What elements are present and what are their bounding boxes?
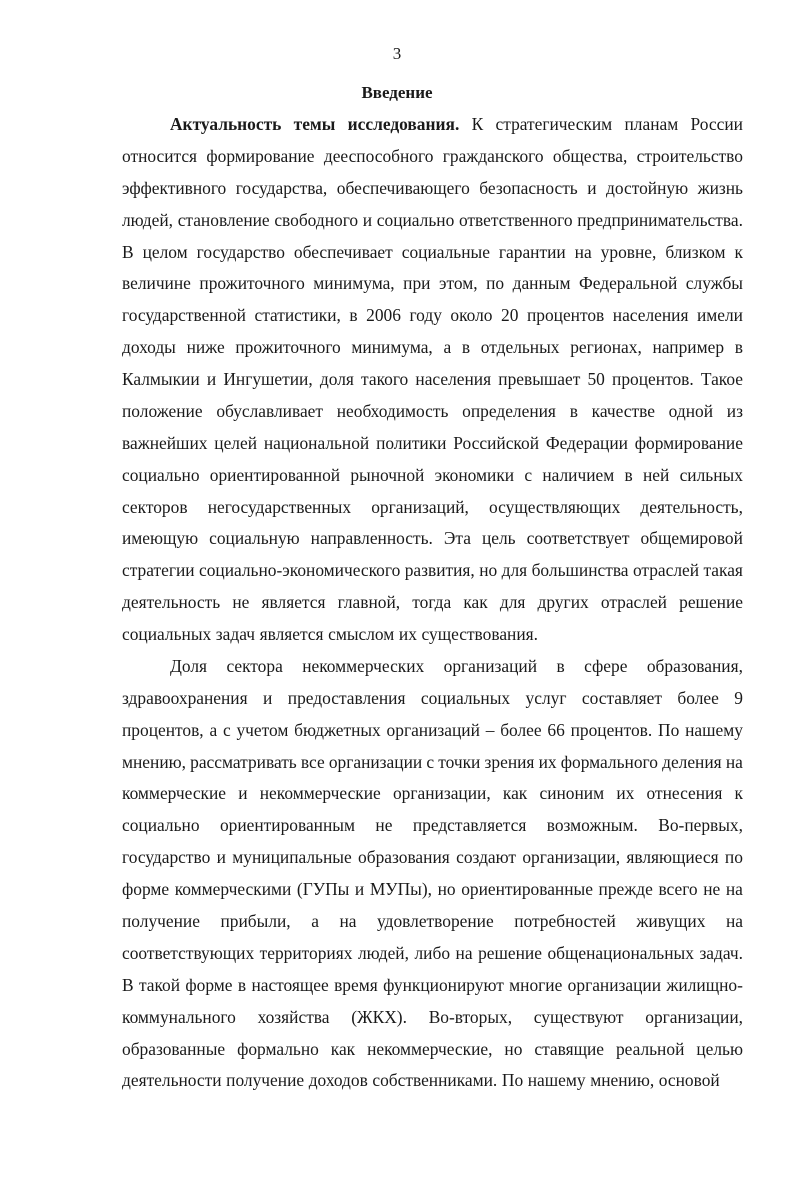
word: является	[259, 624, 324, 645]
word: на	[339, 911, 357, 931]
word: для	[499, 592, 526, 613]
word: формально	[237, 1038, 319, 1059]
word: но	[504, 1038, 523, 1059]
section-title: Введение	[361, 83, 433, 102]
word: такая	[703, 560, 743, 581]
text-line	[122, 847, 743, 879]
word: но	[437, 879, 456, 900]
word: многие	[509, 974, 563, 995]
text-line	[122, 943, 743, 975]
word: имели	[696, 305, 743, 326]
word: на	[725, 911, 743, 931]
word: и	[216, 847, 226, 868]
word: в	[734, 337, 743, 358]
word: одной	[668, 400, 714, 421]
word: организации,	[645, 1006, 743, 1027]
text-line	[122, 975, 743, 1007]
word: предпринимательства.	[577, 209, 743, 230]
word: Федеральной	[579, 273, 678, 294]
word: стратегическим	[495, 114, 613, 134]
word: дееспособного	[323, 145, 434, 166]
word: наличием	[542, 464, 615, 485]
word: синоним	[539, 783, 605, 804]
word: задач	[215, 624, 256, 645]
word: реальной	[615, 1038, 685, 1059]
word: как	[463, 592, 488, 613]
word: здравоохранения	[122, 687, 248, 708]
word: государственной	[122, 305, 246, 326]
text-line	[122, 433, 743, 465]
word: доходы	[122, 337, 176, 358]
word: негосударственных	[207, 496, 352, 517]
word: Федерации	[545, 432, 628, 453]
text-line	[122, 720, 743, 752]
word: нашему	[685, 719, 743, 740]
word: По	[658, 719, 680, 740]
word: такой	[138, 974, 181, 995]
word: с	[426, 751, 435, 772]
word: получение	[226, 1070, 305, 1091]
word: такого	[361, 369, 409, 390]
word: коммерческие	[122, 783, 227, 804]
word: бюджетных	[294, 719, 381, 740]
word: в	[624, 464, 633, 485]
word: создают	[456, 847, 516, 868]
word: социальных	[122, 624, 212, 645]
word: их	[398, 624, 417, 645]
word: возможным.	[546, 815, 638, 836]
word: Актуальность	[170, 114, 282, 134]
word: статистики,	[254, 305, 341, 326]
word: некоммерческие	[259, 783, 381, 804]
word: учетом	[236, 719, 289, 740]
word: уровне,	[600, 241, 657, 262]
word: процентов.	[570, 719, 653, 740]
word: социально	[376, 209, 455, 230]
word: и	[362, 209, 373, 230]
word: государство	[196, 241, 285, 262]
word: решение	[478, 942, 542, 963]
text-line	[122, 1039, 743, 1071]
word: время	[334, 974, 378, 995]
word: не	[703, 879, 721, 900]
text-line	[122, 752, 743, 784]
word: процентов,	[122, 719, 204, 740]
word: а	[209, 719, 218, 740]
word: людей,	[357, 942, 409, 963]
word: и	[587, 177, 597, 198]
word: государства,	[235, 177, 328, 198]
word: социальные	[401, 241, 490, 262]
word: отраслей	[600, 592, 667, 613]
word: в	[237, 974, 247, 995]
word: ниже	[186, 337, 225, 358]
word: обеспечивает	[293, 241, 393, 262]
word: точки	[438, 751, 481, 772]
word: определения	[462, 400, 556, 421]
word: прежде	[598, 879, 653, 900]
word: соответствует	[526, 528, 630, 549]
word: Ингушетии,	[223, 369, 313, 390]
word: а	[443, 337, 452, 358]
word: доля	[319, 369, 354, 390]
word: свободного	[274, 209, 359, 230]
word: но	[479, 560, 498, 581]
word: превышает	[498, 369, 581, 390]
word: безопасность	[479, 177, 578, 198]
word: ответственного	[458, 209, 573, 230]
word: минимума,	[313, 273, 395, 294]
word: сектора	[226, 655, 283, 676]
word: рыночной	[350, 464, 425, 485]
word: предоставления	[287, 687, 406, 708]
word: около	[450, 305, 493, 326]
text-line	[122, 624, 743, 656]
word: цель	[481, 528, 516, 549]
word: большинства	[531, 560, 629, 581]
word: В	[122, 241, 134, 262]
word: существуют	[533, 1006, 624, 1027]
word: при	[403, 273, 431, 294]
word: 66	[547, 719, 565, 740]
word: организации,	[522, 847, 621, 868]
word: темы	[293, 114, 336, 134]
word: осуществляющих	[489, 496, 621, 517]
word: либо	[414, 942, 451, 963]
word: общемировой	[640, 528, 743, 549]
word: организации	[328, 751, 423, 772]
word: и	[206, 369, 217, 390]
word: сильных	[679, 464, 743, 485]
word: населения	[415, 369, 492, 390]
word: году	[409, 305, 442, 326]
word: В	[122, 974, 134, 995]
word: и	[263, 687, 273, 708]
word: в	[461, 337, 471, 358]
word: строительство	[636, 145, 743, 166]
text-line	[122, 273, 743, 305]
text-line	[122, 1007, 743, 1039]
word: близком	[665, 241, 726, 262]
word: стратегии	[122, 560, 195, 581]
word: по	[486, 273, 505, 294]
text-line	[122, 688, 743, 720]
word: все	[300, 751, 325, 772]
word: обеспечивающего	[336, 177, 470, 198]
word: планам	[624, 114, 679, 134]
word: России	[690, 114, 743, 134]
word: национальной	[263, 432, 370, 453]
word: муниципальные	[232, 847, 352, 868]
word: обуславливает	[216, 400, 323, 421]
word: получение	[122, 911, 200, 931]
word: отдельных	[480, 337, 560, 358]
word: Во-первых,	[658, 815, 743, 836]
word: на	[725, 751, 743, 772]
word: в	[349, 305, 358, 326]
word: по	[724, 847, 743, 868]
word: гражданского	[442, 145, 544, 166]
word: ориентированной	[209, 464, 341, 485]
word: МУПы),	[369, 879, 432, 900]
word: живущих	[636, 911, 706, 931]
text-line	[122, 465, 743, 497]
word: а	[311, 911, 319, 931]
word: более	[677, 687, 719, 708]
word: Эта	[443, 528, 471, 549]
word: целью	[696, 1038, 743, 1059]
word: минимума,	[351, 337, 433, 358]
text-line	[122, 305, 743, 337]
word: государство	[122, 847, 211, 868]
text-line	[122, 1070, 743, 1102]
word: нашему	[527, 1070, 586, 1091]
word: экономики	[434, 464, 515, 485]
word: образования	[358, 847, 450, 868]
word: с	[524, 464, 533, 485]
word: зрения	[484, 751, 535, 772]
word: формального	[560, 751, 658, 772]
word: образованные	[122, 1038, 226, 1059]
word: хозяйства	[257, 1006, 330, 1027]
word: услуг	[525, 687, 567, 708]
word: на	[574, 241, 592, 262]
word: некоммерческие,	[367, 1038, 493, 1059]
word: является	[261, 592, 326, 613]
word: деятельности	[122, 1070, 222, 1091]
word: (ГУПы	[296, 879, 350, 900]
word: организаций	[386, 719, 480, 740]
word: мнению,	[590, 1070, 655, 1091]
word: прожиточного	[199, 273, 305, 294]
text-line	[122, 560, 743, 592]
word: Российской	[453, 432, 540, 453]
word: Калмыкии	[122, 369, 200, 390]
word: являющиеся	[626, 847, 719, 868]
word: решение	[679, 592, 743, 613]
word: отраслей	[632, 560, 700, 581]
word: –	[485, 719, 495, 740]
word: деятельность,	[640, 496, 743, 517]
word: эффективного	[122, 177, 227, 198]
word: процентов.	[612, 369, 694, 390]
word: в	[569, 400, 578, 421]
word: тогда	[412, 592, 452, 613]
word: (ЖКХ).	[351, 1006, 407, 1027]
word: функционируют	[383, 974, 504, 995]
text-line	[122, 369, 743, 401]
word: форме	[185, 974, 233, 995]
text-line	[122, 146, 743, 178]
word: ориентированным	[219, 815, 355, 836]
text-line	[122, 178, 743, 210]
word: других	[537, 592, 589, 613]
word: жизнь	[697, 177, 743, 198]
word: доходов	[308, 1070, 368, 1091]
text-line	[170, 114, 743, 146]
word: 9	[734, 687, 743, 708]
word: социально-экономического	[198, 560, 401, 581]
text-line	[122, 911, 743, 943]
word: деления	[662, 751, 722, 772]
word: их	[616, 783, 635, 804]
word: достойную	[606, 177, 689, 198]
word: организации	[567, 974, 662, 995]
word: организации,	[392, 783, 491, 804]
word: политики	[376, 432, 447, 453]
word: коммерческими	[174, 879, 292, 900]
word: например	[652, 337, 725, 358]
word: составляет	[581, 687, 662, 708]
text-line	[122, 592, 743, 624]
word: К	[471, 114, 484, 134]
text-line	[122, 401, 743, 433]
word: организаций,	[371, 496, 469, 517]
word: и	[354, 879, 365, 900]
text-line	[122, 879, 743, 911]
word: регионах,	[570, 337, 642, 358]
word: ориентированные	[461, 879, 593, 900]
word: основой	[658, 1070, 720, 1091]
word: на	[725, 879, 743, 900]
word: к	[734, 241, 743, 262]
word: рассматривать	[190, 751, 297, 772]
word: общенациональных	[547, 942, 694, 963]
word: общества,	[552, 145, 628, 166]
word: целей	[214, 432, 257, 453]
word: величине	[122, 273, 191, 294]
word: коммунального	[122, 1006, 236, 1027]
word: жилищно-	[666, 974, 743, 995]
word: и	[238, 783, 248, 804]
word: к	[734, 783, 743, 804]
text-line	[122, 210, 743, 242]
text-line	[122, 242, 743, 274]
word: потребностей	[514, 911, 616, 931]
word: прожиточного	[235, 337, 341, 358]
word: социально	[122, 464, 200, 485]
word: По	[501, 1070, 524, 1091]
word: социальных	[420, 687, 511, 708]
word: 50	[587, 369, 605, 390]
word: формирование	[634, 432, 743, 453]
word: не	[232, 592, 250, 613]
word: задач.	[699, 942, 743, 963]
word: Такое	[700, 369, 743, 390]
word: всего	[658, 879, 698, 900]
word: как	[330, 1038, 356, 1059]
text-line	[122, 337, 743, 369]
text-line	[122, 815, 743, 847]
word: не	[375, 815, 393, 836]
word: собственниками.	[372, 1070, 498, 1091]
text-line	[122, 528, 743, 560]
word: удовлетворение	[377, 911, 494, 931]
text-line	[122, 497, 743, 529]
word: направленность.	[310, 528, 433, 549]
word: образования,	[646, 655, 743, 676]
word: процентов	[526, 305, 605, 326]
word: 20	[501, 305, 519, 326]
word: прибыли,	[220, 911, 291, 931]
word: формирование	[206, 145, 315, 166]
word: для	[501, 560, 528, 581]
page-number: 3	[392, 44, 402, 63]
word: ставящие	[534, 1038, 605, 1059]
word: людей,	[122, 209, 174, 230]
word: как	[502, 783, 528, 804]
word: форме	[122, 879, 170, 900]
word: 2006	[366, 305, 401, 326]
word: их	[538, 751, 557, 772]
word: населения	[612, 305, 689, 326]
word: в	[556, 655, 565, 676]
word: целом	[142, 241, 188, 262]
word: с	[222, 719, 231, 740]
word: существования.	[421, 624, 539, 645]
word: данным	[512, 273, 571, 294]
word: важнейших	[122, 432, 208, 453]
word: качестве	[591, 400, 655, 421]
word: имеющую	[122, 528, 199, 549]
text-line	[170, 656, 743, 688]
word: этом,	[439, 273, 478, 294]
word: территориях	[259, 942, 353, 963]
word: из	[726, 400, 743, 421]
word: положение	[122, 400, 203, 421]
word: сфере	[584, 655, 628, 676]
word: смыслом	[328, 624, 395, 645]
word: главной,	[337, 592, 401, 613]
word: ней	[642, 464, 670, 485]
word: секторов	[122, 496, 188, 517]
word: Доля	[170, 655, 208, 676]
word: деятельность	[122, 592, 221, 613]
word: необходимость	[336, 400, 449, 421]
word: отнесения	[646, 783, 723, 804]
word: исследования.	[347, 114, 460, 134]
word: гарантии	[498, 241, 566, 262]
word: соответствующих	[122, 942, 255, 963]
word: представляется	[412, 815, 527, 836]
word: более	[500, 719, 542, 740]
word: Во-вторых,	[428, 1006, 513, 1027]
word: мнению,	[122, 751, 186, 772]
word: некоммерческих	[302, 655, 425, 676]
word: становление	[177, 209, 270, 230]
word: относится	[122, 145, 198, 166]
word: службы	[685, 273, 743, 294]
word: на	[455, 942, 473, 963]
word: социально	[122, 815, 200, 836]
word: развития,	[404, 560, 475, 581]
word: настоящее	[251, 974, 329, 995]
text-line	[122, 783, 743, 815]
word: организаций	[443, 655, 538, 676]
word: социальную	[209, 528, 300, 549]
